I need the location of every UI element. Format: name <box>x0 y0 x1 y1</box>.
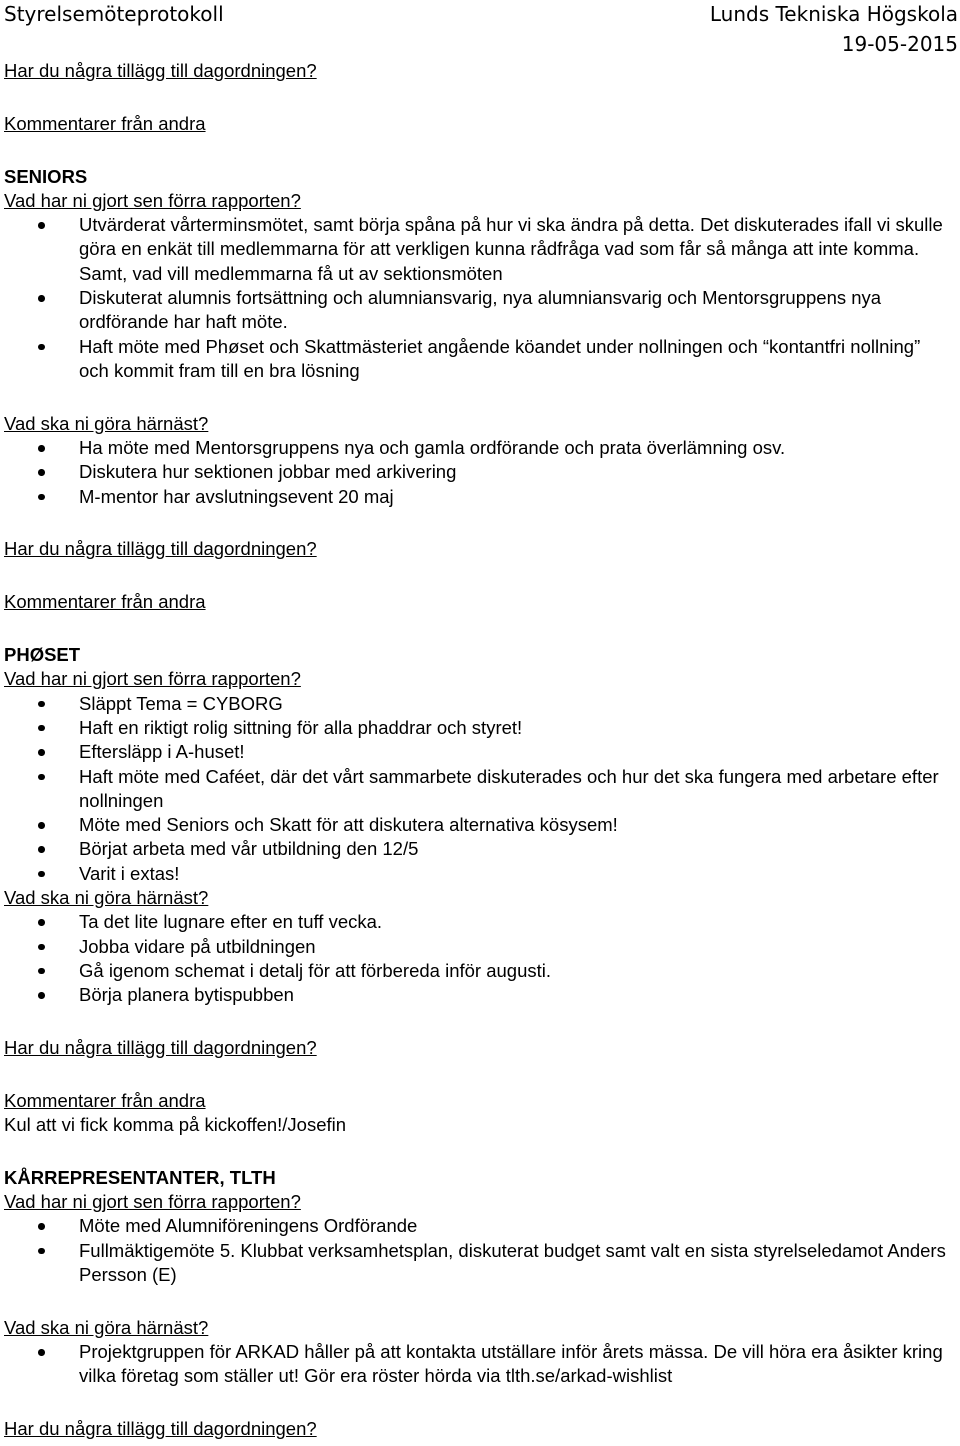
list-item: Ta det lite lugnare efter en tuff vecka. <box>0 910 960 934</box>
list-item: Möte med Alumniföreningens Ordförande <box>0 1214 960 1238</box>
question-comments: Kommentarer från andra <box>4 591 206 613</box>
list-item: Börja planera bytispubben <box>0 983 960 1007</box>
list-item: Haft en riktigt rolig sittning för alla phaddrar och styret! <box>0 716 960 740</box>
list-item: Börjat arbeta med vår utbildning den 12/5 <box>0 837 960 861</box>
comment-text: Kul att vi fick komma på kickoffen!/Josefin <box>4 1114 347 1136</box>
list-item: Jobba vidare på utbildningen <box>0 935 960 959</box>
question-next: Vad ska ni göra härnäst? <box>4 1316 209 1338</box>
question-comments: Kommentarer från andra <box>4 1089 206 1111</box>
question-next: Vad ska ni göra härnäst? <box>4 412 209 434</box>
list-item: Möte med Seniors och Skatt för att diskutera alternativa kösysem! <box>0 813 960 837</box>
list-item: M-mentor har avslutningsevent 20 maj <box>0 485 960 509</box>
question-comments: Kommentarer från andra <box>4 112 206 134</box>
list-item: Diskutera hur sektionen jobbar med arkivering <box>0 460 960 484</box>
organization-name: Lunds Tekniska Högskola <box>709 2 958 26</box>
question-additions: Har du några tillägg till dagordningen? <box>4 538 317 560</box>
list-item: Varit i extas! <box>0 862 960 886</box>
question-next: Vad ska ni göra härnäst? <box>4 887 209 909</box>
list-item: Eftersläpp i A-huset! <box>0 740 960 764</box>
question-additions: Har du några tillägg till dagordningen? <box>4 1418 317 1440</box>
question-additions: Har du några tillägg till dagordningen? <box>4 60 317 81</box>
section-heading-karrepresentanter: KÅRREPRESENTANTER, TLTH <box>4 1166 276 1188</box>
document-body <box>0 59 960 1442</box>
question-additions: Har du några tillägg till dagordningen? <box>4 1037 317 1058</box>
document-title: Styrelsemöteprotokoll <box>4 2 224 26</box>
list-item: Haft möte med Phøset och Skattmästeriet angående köandet under nollningen och “kontantfri nollning” och kommit fram till en bra lösning <box>0 335 960 384</box>
section-heading-seniors: SENIORS <box>4 165 88 187</box>
list-item: Gå igenom schemat i detalj för att förbereda inför augusti. <box>0 959 960 983</box>
question-done: Vad har ni gjort sen förra rapporten? <box>4 668 301 690</box>
list-item: Släppt Tema = CYBORG <box>0 692 960 716</box>
page-header <box>0 0 960 62</box>
phoset-done-list <box>0 692 960 886</box>
phoset-next-list <box>0 910 960 1007</box>
karrep-next-list <box>0 1340 960 1389</box>
karrep-done-list <box>0 1214 960 1287</box>
question-done: Vad har ni gjort sen förra rapporten? <box>4 1191 301 1213</box>
list-item: Projektgruppen för ARKAD håller på att kontakta utställare inför årets mässa. De vill höra era åsikter kring vilka företag som ställer ut! Gör era röster hörda via tlth.se/arkad-wishlist <box>0 1340 960 1389</box>
list-item: Haft möte med Caféet, där det vårt sammarbete diskuterades och hur det ska fungera med arbetare efter nollningen <box>0 765 960 814</box>
document-date: 19-05-2015 <box>841 32 958 56</box>
list-item: Utvärderat vårterminsmötet, samt börja spåna på hur vi ska ändra på detta. Det diskuterades ifall vi skulle göra en enkät till medlemmarna för att verkligen kunna rådfråga vad som får så många att inte komma. Samt, vad vill medlemmarna få ut av sektionsmöten <box>0 213 960 286</box>
question-done: Vad har ni gjort sen förra rapporten? <box>4 189 301 211</box>
seniors-next-list <box>0 436 960 509</box>
seniors-done-list <box>0 213 960 383</box>
list-item: Diskuterat alumnis fortsättning och alumniansvarig, nya alumniansvarig och Mentorsgruppens nya ordförande har haft möte. <box>0 286 960 335</box>
section-heading-phoset: PHØSET <box>4 644 81 666</box>
list-item: Ha möte med Mentorsgruppens nya och gamla ordförande och prata överlämning osv. <box>0 436 960 460</box>
list-item: Fullmäktigemöte 5. Klubbat verksamhetsplan, diskuterat budget samt valt en sista styrelseledamot Anders Persson (E) <box>0 1239 960 1288</box>
